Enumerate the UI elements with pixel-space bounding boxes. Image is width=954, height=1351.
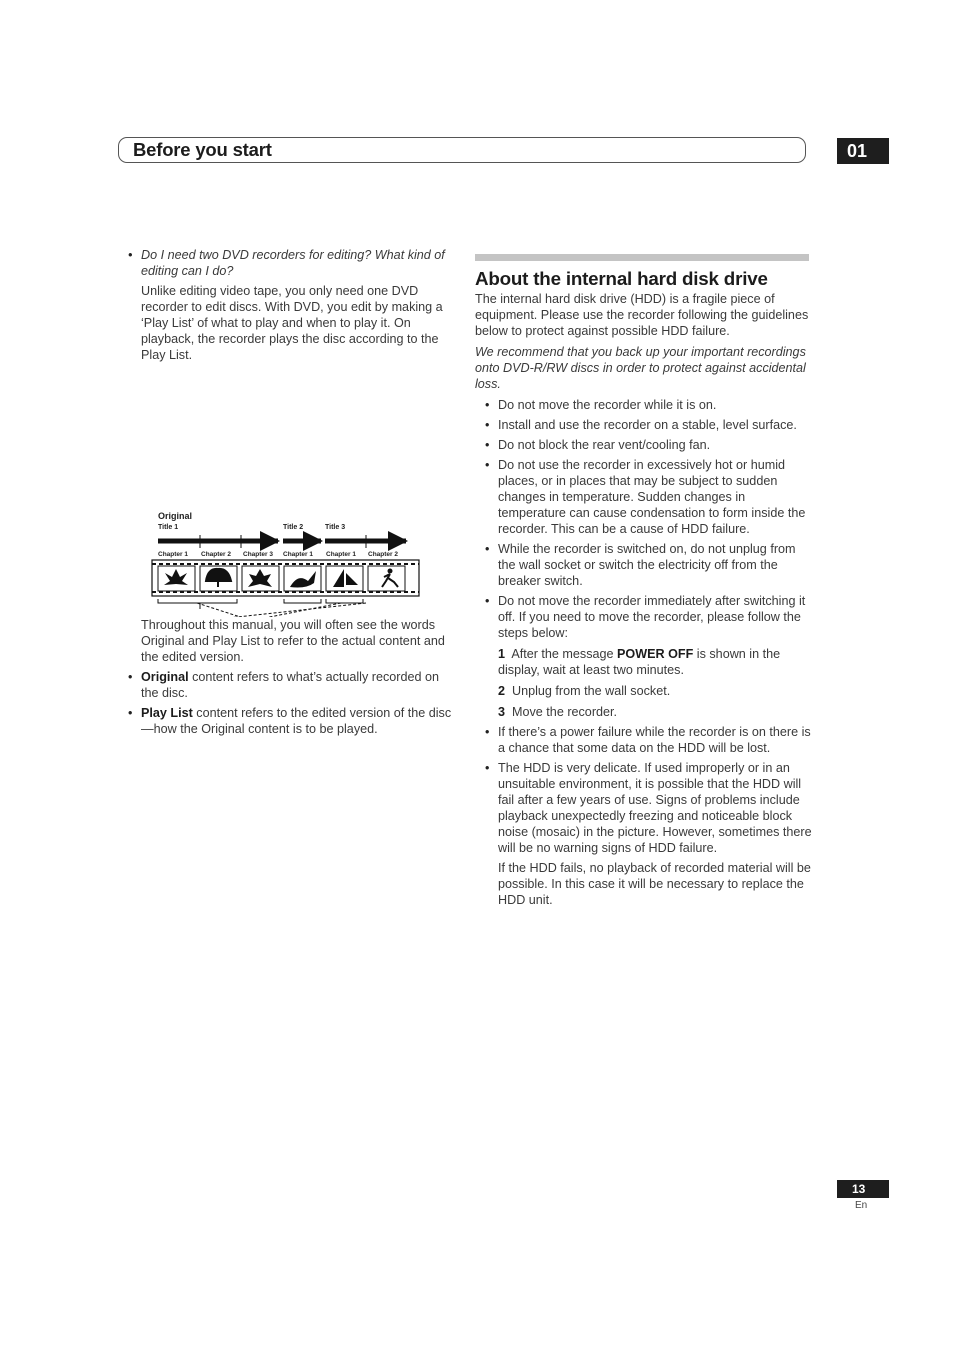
header-bar bbox=[118, 137, 806, 163]
throughout-paragraph: Throughout this manual, you will often see the words Original and Play List to refer to the actual content and the edited version. bbox=[141, 618, 445, 664]
chapter-number-badge: 01 bbox=[837, 138, 889, 164]
list-item: • The HDD is very delicate. If used improperly or in an unsuitable environment, it is possible that the HDD will fail after a few years of use. Signs of problems include playback unexpectedly freezing and noticeable block noise (mosaic) in the picture. However, sometimes there will be no warning signs of HDD failure. bbox=[475, 760, 815, 856]
original-label: Original bbox=[158, 511, 193, 521]
list-item: • Do not move the recorder while it is on. bbox=[475, 397, 815, 413]
list-item: • Install and use the recorder on a stable, level surface. bbox=[475, 417, 815, 433]
hdd-failure-note: If the HDD fails, no playback of recorded material will be possible. In this case it will be necessary to replace the HDD unit. bbox=[498, 861, 811, 907]
orig-chapter-5: Chapter 1 bbox=[326, 551, 356, 558]
playlist-term: Play List bbox=[141, 706, 193, 720]
orig-chapter-4: Chapter 1 bbox=[283, 551, 313, 558]
orig-title-2: Title 2 bbox=[283, 524, 304, 531]
section-heading: About the internal hard disk drive bbox=[475, 268, 768, 289]
orig-chapter-1: Chapter 1 bbox=[158, 551, 188, 558]
hdd-intro: The internal hard disk drive (HDD) is a fragile piece of equipment. Please use the recorder following the guidelines below to protect against possible HDD failure. bbox=[475, 292, 809, 338]
orig-chapter-6: Chapter 2 bbox=[368, 551, 398, 558]
step-1 bbox=[475, 646, 815, 678]
original-desc: content refers to what’s actually recorded on the disc. bbox=[141, 670, 439, 700]
step-text: After the message bbox=[511, 647, 618, 661]
backup-recommendation: We recommend that you back up your important recordings onto DVD-R/RW discs in order to protect against accidental loss. bbox=[475, 345, 806, 391]
playlist-desc: content refers to the edited version of the disc—how the Original content is to be played. bbox=[141, 706, 452, 736]
section-divider bbox=[475, 254, 809, 261]
list-item: • Do not block the rear vent/cooling fan. bbox=[475, 437, 815, 453]
editing-diagram-svg bbox=[138, 377, 438, 617]
step-3 bbox=[475, 704, 815, 720]
original-film-strip bbox=[152, 560, 419, 596]
step-number: 1 bbox=[498, 647, 506, 661]
left-column bbox=[128, 247, 454, 737]
faq-answer: Unlike editing video tape, you only need one DVD recorder to edit discs. With DVD, you edit by making a ‘Play List’ of what to play and when to play it. On playback, the recorder plays the disc according to the Play List. bbox=[141, 284, 443, 362]
playlist-definition bbox=[128, 705, 454, 737]
step-text: Unplug from the wall socket. bbox=[512, 684, 671, 698]
original-term: Original bbox=[141, 670, 189, 684]
list-item: • Do not move the recorder immediately after switching it off. If you need to move the recorder, please follow the steps below: bbox=[475, 593, 815, 641]
step-text: is shown in the display, wait at least two minutes. bbox=[498, 647, 781, 677]
page-language: En bbox=[855, 1200, 868, 1211]
orig-chapter-3: Chapter 3 bbox=[243, 551, 273, 558]
orig-title-1: Title 1 bbox=[158, 524, 179, 531]
list-item: • While the recorder is switched on, do not unplug from the wall socket or switch the electricity off from the breaker switch. bbox=[475, 541, 815, 589]
page-number: 13 bbox=[837, 1180, 889, 1198]
right-column bbox=[475, 254, 815, 908]
list-item: • If there’s a power failure while the recorder is on there is a chance that some data on the HDD will be lost. bbox=[475, 724, 815, 756]
faq-question: • Do I need two DVD recorders for editing? What kind of editing can I do? bbox=[128, 247, 454, 279]
power-off-message: POWER OFF bbox=[617, 647, 694, 661]
page-title: Before you start bbox=[133, 139, 272, 160]
list-item: • Do not use the recorder in excessively hot or humid places, or in places that may be subject to sudden changes in temperature. Sudden changes in temperature can cause condensation to form inside the recorder. This can be a cause of HDD failure. bbox=[475, 457, 815, 537]
step-number: 3 bbox=[498, 705, 506, 719]
orig-title-3: Title 3 bbox=[325, 524, 346, 531]
step-number: 2 bbox=[498, 684, 506, 698]
editing-diagram bbox=[138, 377, 438, 617]
orig-chapter-2: Chapter 2 bbox=[201, 551, 231, 558]
step-2 bbox=[475, 683, 815, 699]
original-definition bbox=[128, 669, 454, 701]
step-text: Move the recorder. bbox=[512, 705, 618, 719]
